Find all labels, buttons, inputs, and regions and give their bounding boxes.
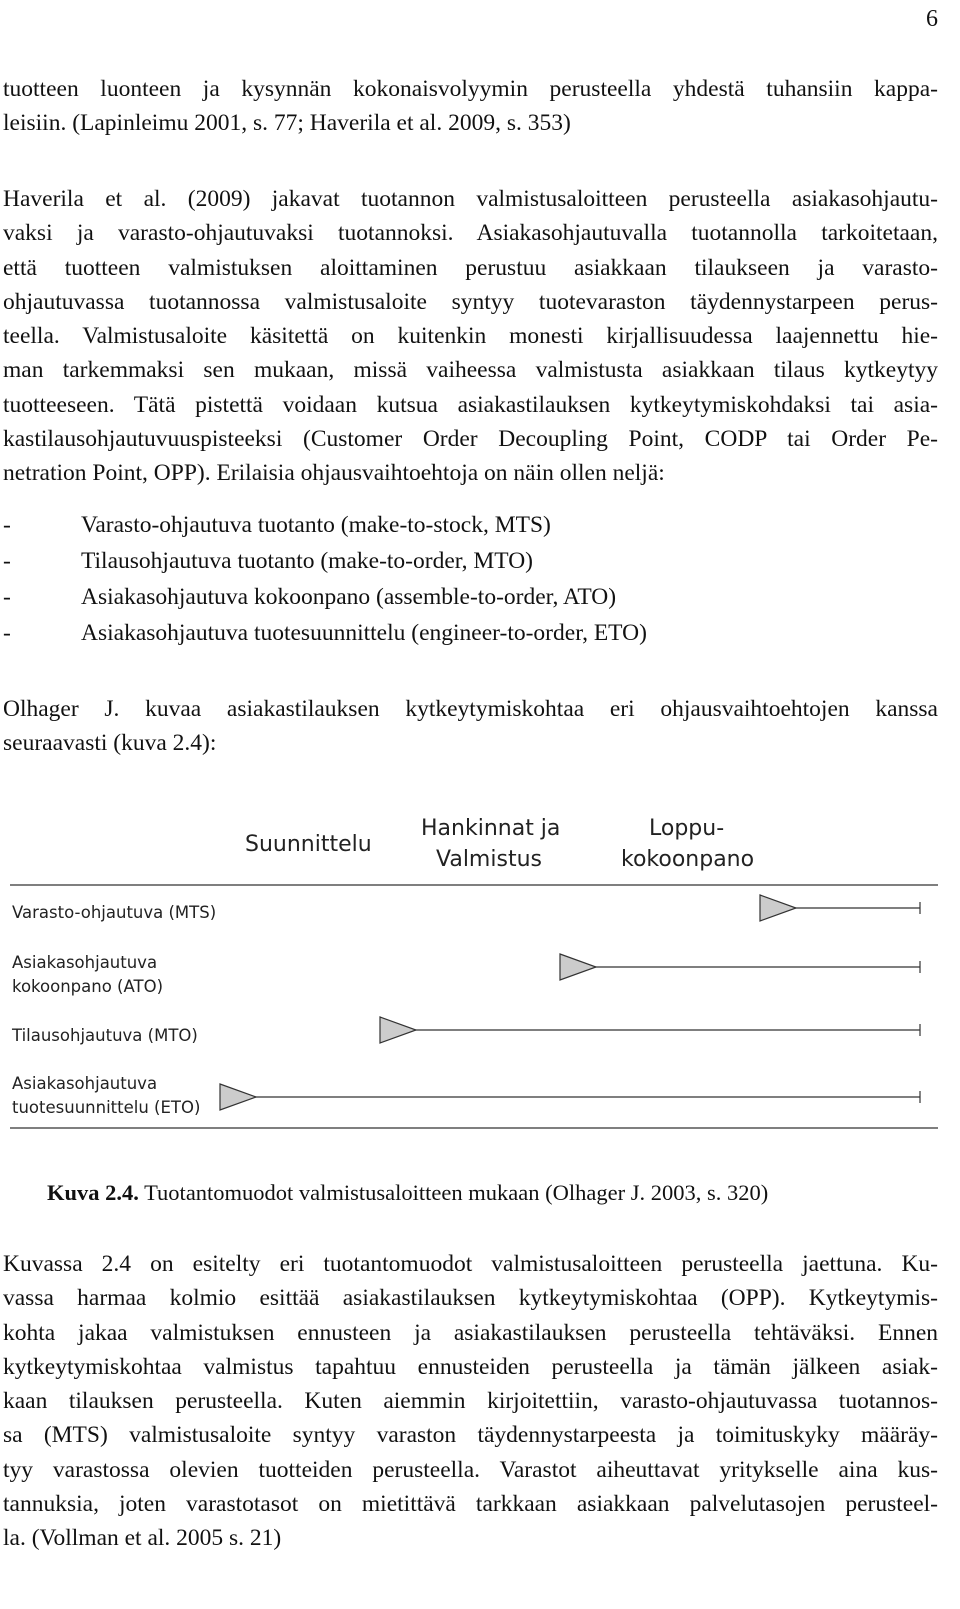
paragraph-4 (3, 1247, 938, 1556)
row-label-ato-line2: kokoonpano (ATO) (12, 977, 164, 996)
figure-header-loppu-line2: kokoonpano (621, 847, 755, 872)
paragraph-line: tuotteeseen. Tätä pistettä voidaan kutsua asiakastilauksen kytkeytymiskohdaksi tai asia- (3, 391, 938, 418)
opp-triangle-marker (760, 895, 796, 921)
paragraph-line: tyy varastossa olevien tuotteiden perusteella. Varastot aiheuttavat yritykselle aina kus- (3, 1456, 938, 1483)
row-label-eto-line1: Asiakasohjautuva (12, 1074, 158, 1093)
page-number: 6 (926, 6, 938, 32)
list-item-text: Tilausohjautuva tuotanto (make-to-order, MTO) (81, 548, 534, 574)
paragraph-line: Haverila et al. (2009) jakavat tuotannon valmistusaloitteen perusteella asiakasohjautu- (3, 186, 938, 212)
paragraph-line: la. (Vollman et al. 2005 s. 21) (3, 1525, 282, 1552)
opp-triangle-marker (220, 1084, 256, 1110)
row-label-mto: Tilausohjautuva (MTO) (12, 1026, 198, 1045)
paragraph-line: vaksi ja varasto-ohjautuvaksi tuotannoksi. Asiakasohjautuvalla tuotannolla tarkoitetaan, (3, 220, 938, 247)
paragraph-line: leisiin. (Lapinleimu 2001, s. 77; Haverila et al. 2009, s. 353) (3, 110, 571, 137)
list-dash: - (3, 584, 11, 610)
paragraph-line: sa (MTS) valmistusaloite syntyy varaston täydennystarpeesta ja toimituskyky määräy- (3, 1422, 938, 1449)
figure-header-loppu-line1: Loppu- (649, 816, 725, 841)
figure-header-hankinnat-line2: Valmistus (436, 847, 542, 872)
paragraph-line: kytkeytymiskohtaa valmistus tapahtuu ennusteiden perusteella ja tämän jälkeen asiak- (3, 1353, 938, 1380)
paragraph-line: kohta jakaa valmistuksen ennusteen ja asiakastilauksen perusteella tehtäväksi. Ennen (3, 1319, 938, 1346)
row-label-ato-line1: Asiakasohjautuva (12, 953, 158, 972)
list-dash: - (3, 548, 11, 574)
row-label-eto-line2: tuotesuunnittelu (ETO) (12, 1098, 201, 1117)
paragraph-line: kastilausohjautuvuuspisteeksi (Customer Order Decoupling Point, CODP tai Order Pe- (3, 426, 938, 453)
paragraph-line: Olhager J. kuvaa asiakastilauksen kytkeytymiskohtaa eri ohjausvaihtoehtojen kanssa (3, 696, 938, 722)
paragraph-line: man tarkemmaksi sen mukaan, missä vaiheessa valmistusta asiakkaan tilaus kytkeytyy (3, 357, 938, 384)
paragraph-line: seuraavasti (kuva 2.4): (3, 730, 217, 757)
paragraph-line: kaan tilauksen perusteella. Kuten aiemmin kirjoitettiin, varasto-ohjautuvassa tuotannos- (3, 1388, 938, 1415)
list-dash: - (3, 512, 11, 538)
paragraph-line: Kuvassa 2.4 on esitelty eri tuotantomuodot valmistusaloitteen perusteella jaettuna. Ku- (3, 1251, 938, 1277)
paragraph-line: teella. Valmistusaloite käsitettä on kuitenkin monesti kirjallisuudessa laajennettu hie- (3, 323, 938, 350)
paragraph-line: tannuksia, joten varastotasot on mietittävä tarkkaan asiakkaan palvelutasojen perusteel- (3, 1491, 938, 1518)
opp-rows (220, 895, 920, 1110)
figure-caption (47, 1180, 768, 1206)
paragraph-line: että tuotteen valmistuksen aloittaminen perustuu asiakkaan tilaukseen ja varasto- (3, 254, 938, 281)
figure-header-hankinnat-line1: Hankinnat ja (421, 816, 561, 841)
figure-header-suunnittelu: Suunnittelu (245, 832, 372, 857)
list-item-text: Asiakasohjautuva tuotesuunnittelu (engineer-to-order, ETO) (81, 620, 647, 646)
paragraph-line: netration Point, OPP). Erilaisia ohjausvaihtoehtoja on näin ollen neljä: (3, 460, 665, 487)
paragraph-line: ohjautuvassa tuotannossa valmistusaloite syntyy tuotevaraston täydennystarpeen perus- (3, 288, 938, 315)
caption-text: Tuotantomuodot valmistusaloitteen mukaan (Olhager J. 2003, s. 320) (138, 1180, 769, 1205)
paragraph-line: tuotteen luonteen ja kysynnän kokonaisvolyymin perusteella yhdestä tuhansiin kappa- (3, 76, 938, 102)
opp-triangle-marker (560, 954, 596, 980)
caption-label: Kuva 2.4. (47, 1180, 139, 1205)
row-label-mts: Varasto-ohjautuva (MTS) (12, 903, 217, 922)
list-dash: - (3, 620, 11, 646)
opp-triangle-marker (380, 1017, 416, 1043)
list-item-text: Asiakasohjautuva kokoonpano (assemble-to-order, ATO) (81, 584, 617, 610)
list-item-text: Varasto-ohjautuva tuotanto (make-to-stock, MTS) (81, 512, 551, 538)
paragraph-line: vassa harmaa kolmio esittää asiakastilauksen kytkeytymiskohtaa (OPP). Kytkeytymis- (3, 1285, 938, 1312)
